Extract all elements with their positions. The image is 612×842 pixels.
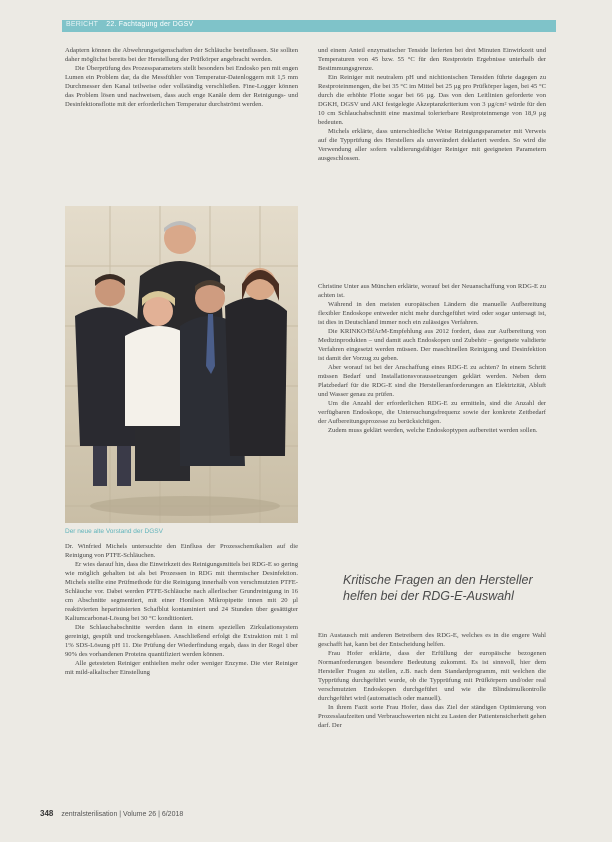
left-column-bottom xyxy=(65,542,298,677)
paragraph: Dr. Winfried Michels untersuchte den Einfluss der Prozesschemikalien auf die Reinigung von PTFE-Schläuchen. xyxy=(65,543,298,559)
paragraph: Christine Unter aus München erklärte, worauf bei der Neuanschaffung von RDG-E zu achten ist. xyxy=(318,283,546,299)
paragraph: Die Überprüfung des Prozessparameters stellt besonders bei Endosko pen mit engen Lumen ein Problem dar, da die Messfühler von Temperatur-Datenloggern mit 1,5 mm Durchmesser den Kanal teilweise oder vollständig verschließen. Fine-Logger können das Problem lösen und nachweisen, dass auch enge Kanäle dem der Reinigungs- und Desinfektionsflotte mit der erforderlichen Temperatur durchströmt werden. xyxy=(65,65,298,108)
paragraph: Aber worauf ist bei der Anschaffung eines RDG-E zu achten? In einem Schritt müssen Bedarf und Installationsvoraussetzungen geklärt werden. Neben dem Platzbedarf für die RDG-E sind die Herstelleranforderungen an Elektrizität, Abluft und Wasser genau zu prüfen. xyxy=(318,364,546,398)
group-photo-image xyxy=(65,206,298,523)
right-column-bottom xyxy=(318,631,546,730)
page-number: 348 xyxy=(40,809,54,818)
left-column-top xyxy=(65,46,298,109)
paragraph: Adaptern können die Abwehrungseigenschaften der Schläuche beeinflussen. Sie sollten daher möglichst bereits bei der Herstellung der Prüfkörper angebracht werden. xyxy=(65,47,298,63)
header-title: 22. Fachtagung der DGSV xyxy=(106,21,194,28)
header-section: BERICHT xyxy=(66,21,99,28)
paragraph: Ein Reiniger mit neutralem pH und nichtionischen Tensiden führte dagegen zu Restproteinmengen, die bei 35 °C im Mittel bei 25 µg pro Prüfkörper lagen, bei 45 °C durch die erhöhte Flotte sogar bei 66 µg. Das von den Leitlinien geforderte von DGKH, DGSV und AKI festgelegte Akzeptanzkriterium von 3 µg/cm² würde für den 10 cm Schlauchabschnitt eine maximal tolerierbare Restproteinmenge von 18,9 µg bedeuten. xyxy=(318,74,546,126)
paragraph: Alle getesteten Reiniger enthielten mehr oder weniger Enzyme. Die vier Reiniger mit mild-alkalischer Einstellung xyxy=(65,660,298,676)
paragraph: Ein Austausch mit anderen Betreibern des RDG-E, welches es in die engere Wahl geschafft hat, kann bei der Entscheidung helfen. xyxy=(318,632,546,648)
paragraph: Die KRINKO/BfArM-Empfehlung aus 2012 fordert, dass zur Aufbereitung von Medizinprodukten – und damit auch Endoskopen und Zubehör – geeignete validierte Verfahren eingesetzt werden müssen. Der maschinellen Reinigung und Desinfektion ist damit der Vorzug zu geben. xyxy=(318,328,546,362)
page-footer xyxy=(40,809,183,818)
paragraph: In ihrem Fazit sorte Frau Hofer, dass das Ziel der ständigen Optimierung von Prozesslaufzeiten und Verbrauchswerten nicht zu Lasten der Patientensicherheit gehen darf. Der xyxy=(318,704,547,729)
paragraph: Zudem muss geklärt werden, welche Endoskoptypen aufbereitet werden sollen. xyxy=(328,427,538,434)
header xyxy=(66,21,193,28)
paragraph: Um die Anzahl der erforderlichen RDG-E zu ermitteln, sind die Anzahl der verfügbaren Endoskope, die Untersuchungsfrequenz sowie der konkrete Zeitbedarf der Aufbereitungsprozesse zu berücksichtigen. xyxy=(318,400,546,425)
paragraph: Während in den meisten europäischen Ländern die manuelle Aufbereitung flexibler Endoskope entweder nicht mehr durchgeführt wird oder sogar untersagt ist, ist dies in Deutschland immer noch ein zulässiges Verfahren. xyxy=(318,301,546,326)
photo-caption: Der neue alte Vorstand der DGSV xyxy=(65,528,163,535)
paragraph: Er wies darauf hin, dass die Einwirkzeit des Reinigungsmittels bei RDG-E so gering wie möglich gehalten ist als bei Prozessen in RDG mit thermischer Desinfektion. Michels stellte eine Prüfmethode für die Reinigung innerhalb von verschmutzten PTFE-Schläuche vor. Dabei werden PTFE-Schläuche nach allerlischer Grundreinigung in 16 cm Abschnitte segmentiert, mit einer Honilson Mikropipette innen mit 20 µl reaktivierten heparinisierten Schafblut kontaminiert und 24 Stunden über gesättigter Kaliumcarbonat-Lösung bei 30 °C konditioniert. xyxy=(65,561,298,622)
paragraph: und einem Anteil enzymatischer Tenside lieferten bei drei Minuten Einwirkzeit und Temperaturen von 45 bzw. 55 °C für den Restprotein Ergebnisse unterhalb der Bestimmungsgrenze. xyxy=(318,47,546,72)
pull-quote: Kritische Fragen an den Hersteller helfen bei der RDG-E-Auswahl xyxy=(343,573,533,603)
paragraph: Die Schlauchabschnitte werden dann in einem speziellen Zirkulationsystem gereinigt, gespült und trockengeblasen. Anschließend erfolgt die Extraktion mit 1 ml 1% SDS-Lösung pH 11. Die Prüfung der Wiederfindung ergab, dass in der Regel über 90% des vorhandenen Proteins quantifiziert werden können. xyxy=(65,624,298,658)
paragraph: Michels erklärte, dass unterschiedliche Weise Reinigungsparameter mit Verweis auf die Typprüfung des Herstellers als unverändert deklariert werden. So wird die Verwendung aller sofern validierungsfähiger Reiniger mit geeigneten Parametern ausgeschlossen. xyxy=(318,128,546,162)
paragraph: Frau Hofer erklärte, dass der Erfüllung der europäische bezogenen Normanforderungen besondere Bedeutung zukommt. Es ist sinnvoll, hier dem Hersteller Fragen zu stellen, z.B. nach dem Standardprogramm, mit welchen die Typprüfung durchgeführt wurde, ob die Typprüfung mit Prüfkörpern und/oder real verschmutzten Endoskopen durchgeführt und wie die Blindsimulkontrolle durchgeführt wird (automatisch oder manuell). xyxy=(318,650,546,702)
journal-info: zentralsterilisation | Volume 26 | 6/2018 xyxy=(61,811,184,818)
right-column-middle xyxy=(318,282,546,435)
group-photo xyxy=(65,206,298,523)
right-column-top xyxy=(318,46,546,163)
